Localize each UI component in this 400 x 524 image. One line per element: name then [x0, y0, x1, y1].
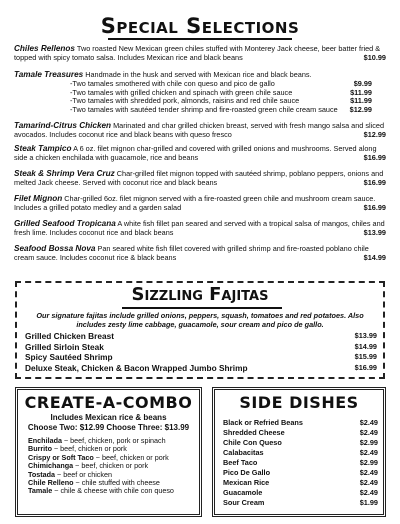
- item-name: Steak & Shrimp Vera Cruz: [14, 169, 115, 178]
- create-a-combo-section: [15, 387, 202, 517]
- fajitas-section: [15, 281, 385, 379]
- item-price: $13.99: [363, 228, 386, 237]
- item-name: Grilled Seafood Tropicana: [14, 219, 116, 228]
- tamale-option: -Two tamales with shredded pork, almonds, raisins and red chile sauce $11.99: [70, 97, 372, 106]
- item-desc: A 6 oz. filet mignon char-grilled and covered with grilled onions and mushrooms. Served along side a chicken enchilada with guacamole, rice and beans: [14, 144, 377, 162]
- menu-item-grilled-seafood-tropicana: [14, 219, 386, 237]
- item-price: $16.99: [363, 153, 386, 162]
- side-dishes-section: [212, 387, 386, 517]
- menu-item-tamarind-citrus-chicken: [14, 121, 386, 139]
- fajita-item: Deluxe Steak, Chicken & Bacon Wrapped Jumbo Shrimp $16.99: [25, 362, 377, 373]
- combo-subtitle: Includes Mexican rice & beans: [50, 413, 167, 422]
- combo-item: Chile Relleno ~ chile stuffed with cheese: [28, 478, 160, 488]
- item-desc: Handmade in the husk and served with Mexican rice and black beans.: [85, 70, 312, 79]
- side-item: Pico De Gallo $2.49: [223, 468, 378, 477]
- item-desc: Two roasted New Mexican green chiles stuffed with Monterey Jack cheese, beer batter fried & topped with spicy tomato salsa. Includes Mexican rice and black beans: [14, 44, 381, 62]
- item-desc: A white fish fillet pan seared and served with a tropical salsa of mangos, chiles and fresh lime. Includes coconut rice and black beans: [14, 219, 385, 237]
- tamale-option: -Two tamales smothered with chile con queso and pico de gallo $9.99: [70, 80, 372, 88]
- side-item: Calabacitas $2.49: [223, 448, 378, 457]
- side-item: Beef Taco $2.99: [223, 458, 378, 467]
- side-item: Chile Con Queso $2.99: [223, 438, 378, 447]
- menu-item-steak-tampico: [14, 144, 386, 162]
- item-name: Steak Tampico: [14, 144, 72, 153]
- menu-item-seafood-bossa-nova: [14, 244, 386, 262]
- item-price: $14.99: [363, 253, 386, 262]
- side-dishes-list: [223, 418, 378, 508]
- fajitas-list: [25, 331, 377, 373]
- menu-item-steak-shrimp-vera-cruz: [14, 169, 386, 187]
- item-desc: Char-grilled filet mignon topped with sautéed shrimp, poblano peppers, onions and melted Jack cheese. Served with coconut rice and black beans: [14, 169, 384, 187]
- side-item: Black or Refried Beans $2.49: [223, 418, 378, 427]
- combo-list: [28, 437, 198, 496]
- item-name: Seafood Bossa Nova: [14, 244, 96, 253]
- item-desc: Char-grilled 6oz. filet mignon served with a fire-roasted green chile and mushroom cream sauce. Includes a grilled potato medley and a garden salad: [14, 194, 376, 212]
- tamale-option: -Two tamales with sautéed tender shrimp and fire-roasted green chile cream sauce $12.99: [70, 105, 372, 114]
- tamale-option: -Two tamales with grilled chicken and spinach with green chile sauce $11.99: [70, 88, 372, 97]
- item-desc: Pan seared white fish fillet covered with grilled shrimp and fire-roasted poblano chile cream sauce. Includes coconut rice & black beans: [14, 244, 369, 262]
- side-item: Mexican Rice $2.49: [223, 478, 378, 487]
- fajita-item: Grilled Sirloin Steak $14.99: [25, 341, 377, 352]
- menu-item-filet-mignon: [14, 194, 386, 212]
- combo-item: Burrito ~ beef, chicken or pork: [28, 444, 127, 454]
- item-name: Chiles Rellenos: [14, 44, 75, 53]
- item-price: $16.99: [363, 203, 386, 212]
- combo-choose-prices: Choose Two: $12.99 Choose Three: $13.99: [27, 423, 190, 432]
- menu-item-chiles-rellenos: [14, 44, 386, 62]
- combo-item: Crispy or Soft Taco ~ beef, chicken or pork: [28, 452, 169, 462]
- fajitas-underline: [122, 307, 282, 309]
- item-name: Tamarind-Citrus Chicken: [14, 121, 112, 130]
- fajita-item: Grilled Chicken Breast $13.99: [25, 331, 377, 341]
- side-dishes-title: SIDE DISHES: [239, 393, 359, 412]
- combo-item: Tamale ~ chile & cheese with chile con queso: [28, 486, 174, 496]
- menu-item-tamale-treasures: [14, 70, 386, 79]
- item-desc: Marinated and char grilled chicken breast, served with fresh mango salsa and sliced avocados. Includes coconut rice and black beans with queso fresco: [14, 121, 385, 139]
- combo-item: Chimichanga ~ beef, chicken or pork: [28, 461, 149, 471]
- fajitas-intro: Our signature fajitas include grilled onions, peppers, squash, tomatoes and red potatoes. Also includes zesty lime cabbage, guacamole, sour cream and pico de gallo.: [36, 311, 364, 329]
- combo-title: CREATE-A-COMBO: [24, 393, 193, 412]
- fajitas-title: Sizzling Fajitas: [131, 284, 269, 305]
- item-name: Tamale Treasures: [14, 70, 84, 79]
- title-underline: [108, 38, 292, 40]
- item-price: $12.99: [363, 130, 386, 139]
- side-item: Shredded Cheese $2.49: [223, 428, 378, 437]
- special-selections-title: Special Selections: [100, 14, 300, 38]
- combo-item: Tostada ~ beef or chicken: [28, 469, 112, 479]
- tamale-options-list: [70, 80, 372, 114]
- combo-item: Enchilada ~ beef, chicken, pork or spinach: [28, 436, 166, 445]
- fajita-item: Spicy Sautéed Shrimp $15.99: [25, 352, 377, 362]
- side-item: Sour Cream $1.99: [223, 498, 378, 507]
- item-price: $10.99: [363, 53, 386, 62]
- side-item: Guacamole $2.49: [223, 488, 378, 497]
- item-price: $16.99: [363, 178, 386, 187]
- item-name: Filet Mignon: [14, 194, 63, 203]
